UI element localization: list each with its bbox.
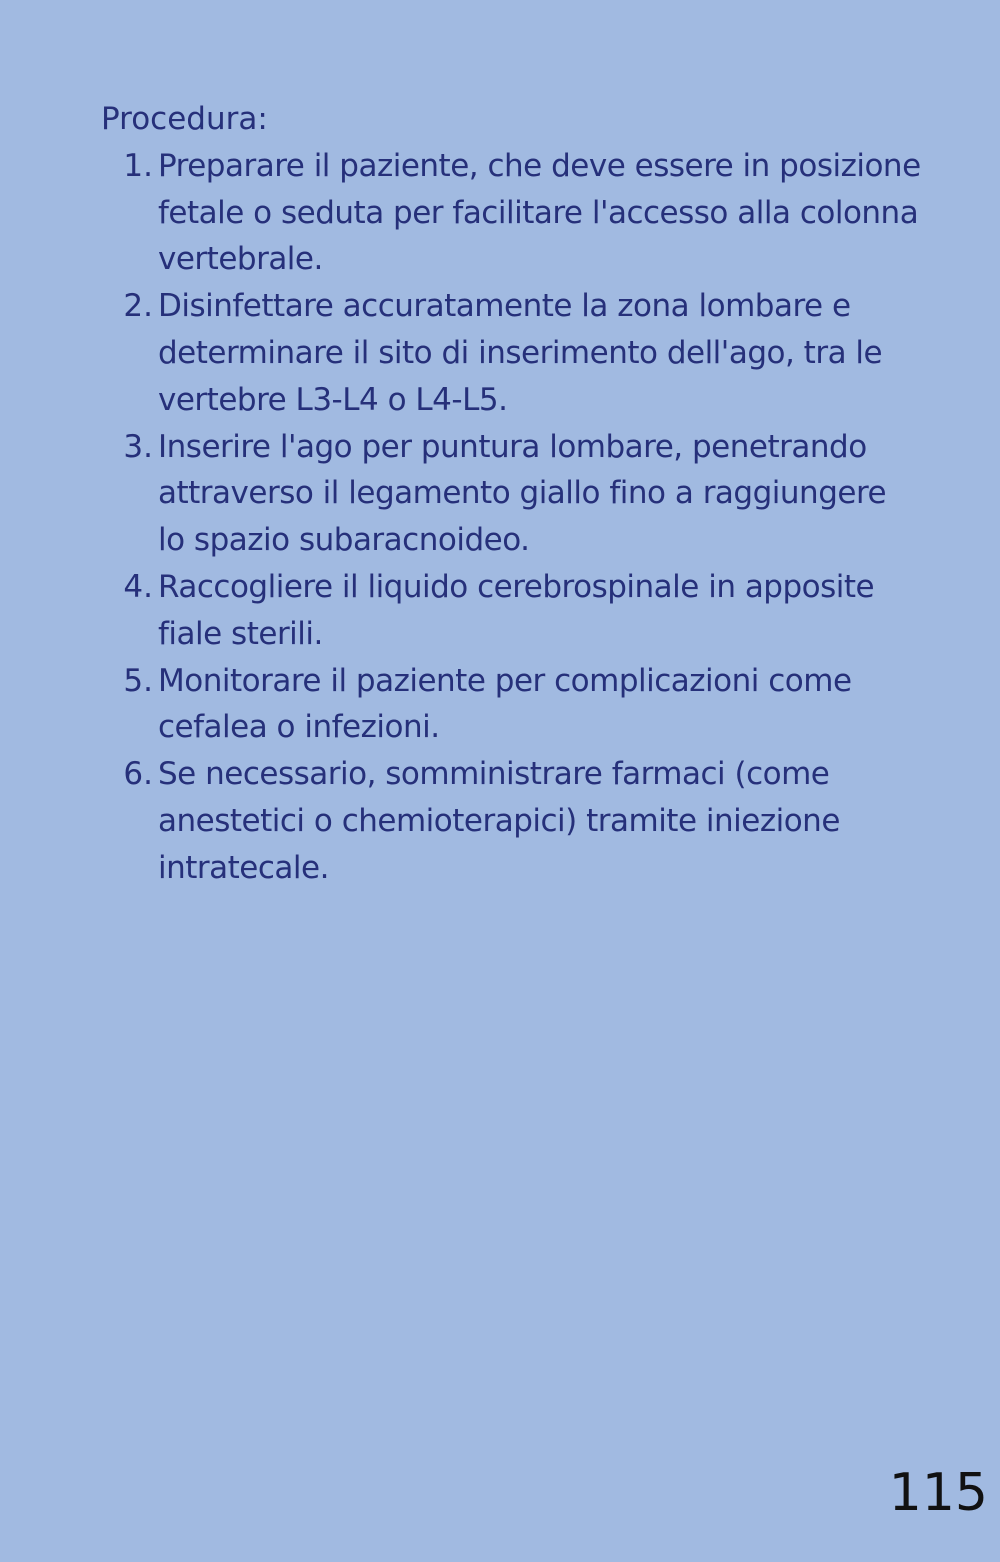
step-number: 5. bbox=[123, 662, 153, 699]
page-number: 115 bbox=[888, 1463, 988, 1523]
step-number: 3. bbox=[123, 428, 153, 465]
step-text: Disinfettare accuratamente la zona lombare e determinare il sito di inserimento dell'ago, tra le vertebre L3-L4 o L4-L5. bbox=[158, 288, 883, 418]
procedure-step-5 bbox=[101, 658, 921, 752]
step-text: Preparare il paziente, che deve essere in posizione fetale o seduta per facilitare l'accesso alla colonna vertebrale. bbox=[158, 147, 921, 278]
step-text: Raccogliere il liquido cerebrospinale in apposite fiale sterili. bbox=[158, 568, 875, 652]
step-number: 6. bbox=[123, 756, 153, 793]
step-number: 1. bbox=[123, 147, 153, 184]
document-body bbox=[101, 96, 921, 892]
procedure-step-1 bbox=[101, 143, 921, 283]
procedure-step-3 bbox=[101, 424, 921, 564]
section-heading: Procedura: bbox=[101, 101, 268, 137]
step-text: Se necessario, somministrare farmaci (come anestetici o chemioterapici) tramite iniezione intratecale. bbox=[158, 756, 840, 886]
procedure-step-6 bbox=[101, 751, 921, 891]
step-text: Inserire l'ago per puntura lombare, penetrando attraverso il legamento giallo fino a raggiungere lo spazio subaracnoideo. bbox=[158, 428, 887, 559]
procedure-step-4 bbox=[101, 564, 921, 658]
procedure-step-2 bbox=[101, 283, 921, 423]
step-number: 2. bbox=[123, 288, 153, 325]
step-number: 4. bbox=[123, 568, 153, 605]
step-text: Monitorare il paziente per complicazioni come cefalea o infezioni. bbox=[158, 662, 852, 746]
procedure-steps bbox=[101, 143, 921, 892]
